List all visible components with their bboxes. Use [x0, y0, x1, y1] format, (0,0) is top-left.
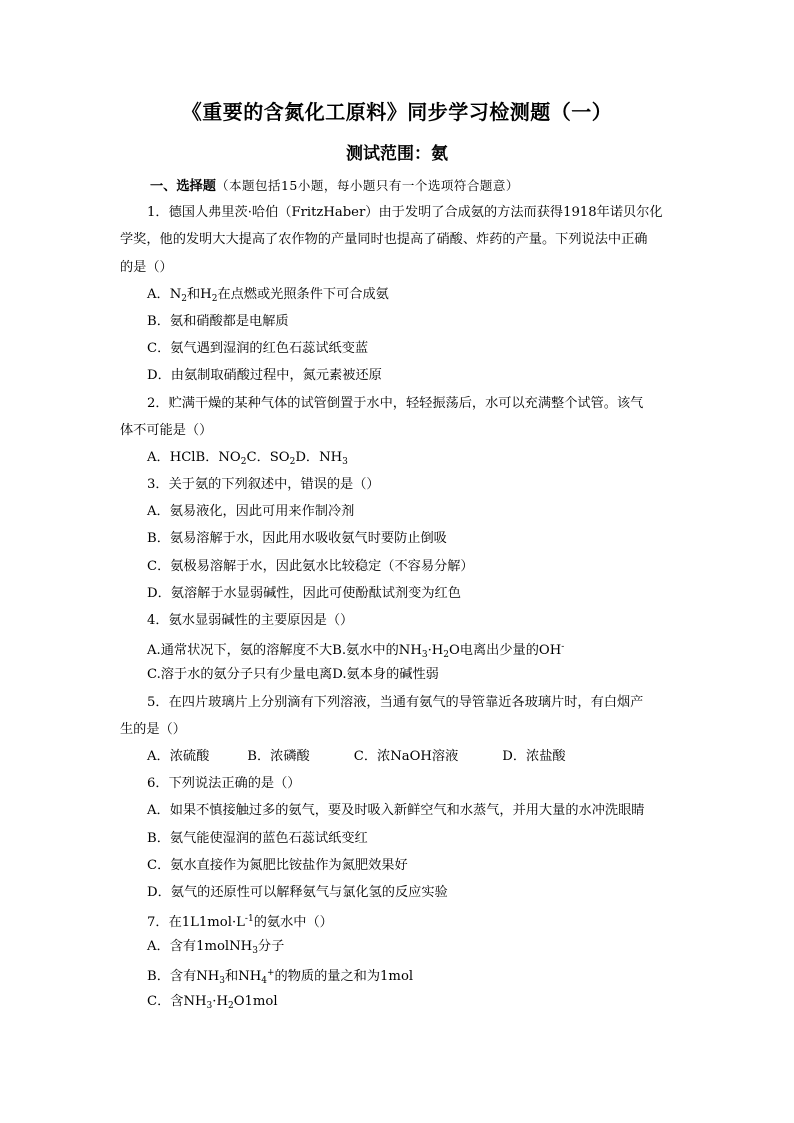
question-5-line-2: 生的是（） [120, 721, 186, 737]
q4-ab-sup: - [561, 642, 565, 653]
q1-a-sub-2: 2 [211, 293, 218, 304]
q5-option-b: B．浓磷酸 [247, 748, 310, 764]
page-subtitle: 测试范围：氨 [346, 144, 448, 164]
question-3-stem: 3．关于氨的下列叙述中，错误的是（） [147, 477, 380, 493]
question-3-option-c: C．氨极易溶解于水，因此氨水比较稳定（不容易分解） [147, 558, 474, 574]
q7-b-sup: + [267, 968, 275, 979]
q7-stem-text: 7．在1L1mol·L [147, 915, 245, 931]
q4-ab-sub-2: 2 [443, 650, 449, 661]
question-4-options-ab [120, 634, 680, 661]
question-4-stem: 4．氨水显弱碱性的主要原因是（） [147, 613, 354, 628]
question-1-line-2: 学奖，他的发明大大提高了农作物的产量同时也提高了硝酸、炸药的产量。下列说法中正确 [120, 232, 648, 248]
document-body [120, 172, 680, 1015]
q2-option-c: C．SO [246, 449, 290, 465]
page-title: 《重要的含氮化工原料》同步学习检测题（一） [181, 100, 613, 124]
q7-c-mid: ·H [212, 993, 228, 1009]
question-1-option-a [120, 281, 680, 308]
q7-a-end: 分子 [257, 939, 285, 955]
q1-a-sub: 2 [181, 293, 187, 304]
q7-c-sub-1: 3 [206, 1000, 213, 1011]
question-7-stem [120, 906, 680, 933]
question-6-option-d: D．氨气的还原性可以解释氨气与氯化氢的反应实验 [147, 884, 448, 900]
section-note: （本题包括15小题，每小题只有一个选项符合题意） [215, 178, 519, 193]
question-7-option-a [120, 933, 680, 960]
question-6-option-a: A．如果不慎接触过多的氨气，要及时吸入新鲜空气和水蒸气，并用大量的水冲洗眼睛 [147, 803, 645, 819]
q7-c-end: O1mol [233, 993, 278, 1009]
q4-ab-sub: 3 [421, 650, 428, 661]
question-4-options-cd: C.溶于水的氨分子只有少量电离D.氨本身的碱性弱 [147, 667, 439, 683]
q5-option-c: C．浓NaOH溶液 [353, 748, 459, 764]
q1-a-text-mid: 和H [187, 286, 212, 302]
question-2-line-2: 体不可能是（） [120, 422, 213, 438]
question-2-line-1: 2．贮满干燥的某种气体的试管倒置于水中，轻轻振荡后，水可以充满整个试管。该气 [147, 395, 644, 411]
q2-sub-2: 2 [289, 456, 296, 467]
question-6-stem: 6．下列说法正确的是（） [147, 776, 301, 792]
question-6-option-c: C．氨水直接作为氮肥比铵盐作为氮肥效果好 [147, 857, 408, 873]
q1-a-text: A．N [147, 286, 182, 302]
q7-a-sub: 3 [252, 946, 258, 957]
q5-option-a: A．浓硫酸 [147, 748, 210, 764]
section-label: 一、选择题 [150, 179, 216, 194]
question-1-line-3: 的是（） [120, 259, 173, 275]
q7-b-sub-2: 4 [261, 976, 267, 987]
question-3-option-d: D．氨溶解于水显弱碱性，因此可使酚酞试剂变为红色 [147, 585, 461, 601]
q2-sub-3: 3 [342, 456, 348, 467]
q2-sub-1: 2 [240, 456, 247, 467]
q1-a-text-end: 在点燃或光照条件下可合成氨 [217, 286, 389, 302]
question-2-options [120, 444, 680, 471]
q4-ab-mid: ·H [427, 643, 444, 659]
section-heading [120, 172, 680, 199]
q7-c-text: C．含NH [147, 993, 207, 1009]
q4-ab-text: A.通常状况下，氨的溶解度不大B.氨水中的NH [147, 643, 422, 659]
question-1-line-1: 1．德国人弗里茨·哈伯（FritzHaber）由于发明了合成氨的方法而获得1918年诺贝尔化 [147, 205, 663, 221]
question-5-options [120, 743, 680, 770]
q2-options-ab: A．HClB．NO [147, 449, 241, 465]
q7-b-text: B．含有NH [147, 969, 220, 985]
q7-stem-end: 的氨水中（） [253, 915, 333, 931]
question-1-option-c: C．氨气遇到湿润的红色石蕊试纸变蓝 [147, 341, 369, 357]
question-1-option-b: B．氨和硝酸都是电解质 [147, 313, 289, 329]
question-5-line-1: 5．在四片玻璃片上分别滴有下列溶液，当通有氨气的导管靠近各玻璃片时，有白烟产 [147, 694, 644, 710]
q7-stem-sup: -1 [244, 914, 254, 925]
question-3-option-a: A．氨易液化，因此可用来作制冷剂 [147, 504, 355, 520]
question-7-option-c [120, 988, 680, 1015]
question-3-option-b: B．氨易溶解于水，因此用水吸收氨气时要防止倒吸 [147, 531, 447, 547]
q2-option-d: D．NH [295, 449, 343, 465]
q7-a-text: A．含有1molNH [147, 939, 253, 955]
q7-c-sub-2: 2 [227, 1000, 234, 1011]
q5-option-d: D．浓盐酸 [502, 748, 566, 764]
q7-b-mid: 和NH [225, 969, 262, 985]
question-1-option-d: D．由氨制取硝酸过程中，氮元素被还原 [147, 368, 382, 384]
question-6-option-b: B．氨气能使湿润的蓝色石蕊试纸变红 [147, 830, 368, 846]
q7-b-end: 的物质的量之和为1mol [274, 969, 414, 985]
question-7-option-b [120, 960, 680, 987]
q7-b-sub-1: 3 [219, 976, 226, 987]
q4-ab-end: O电离出少量的OH [449, 643, 562, 659]
